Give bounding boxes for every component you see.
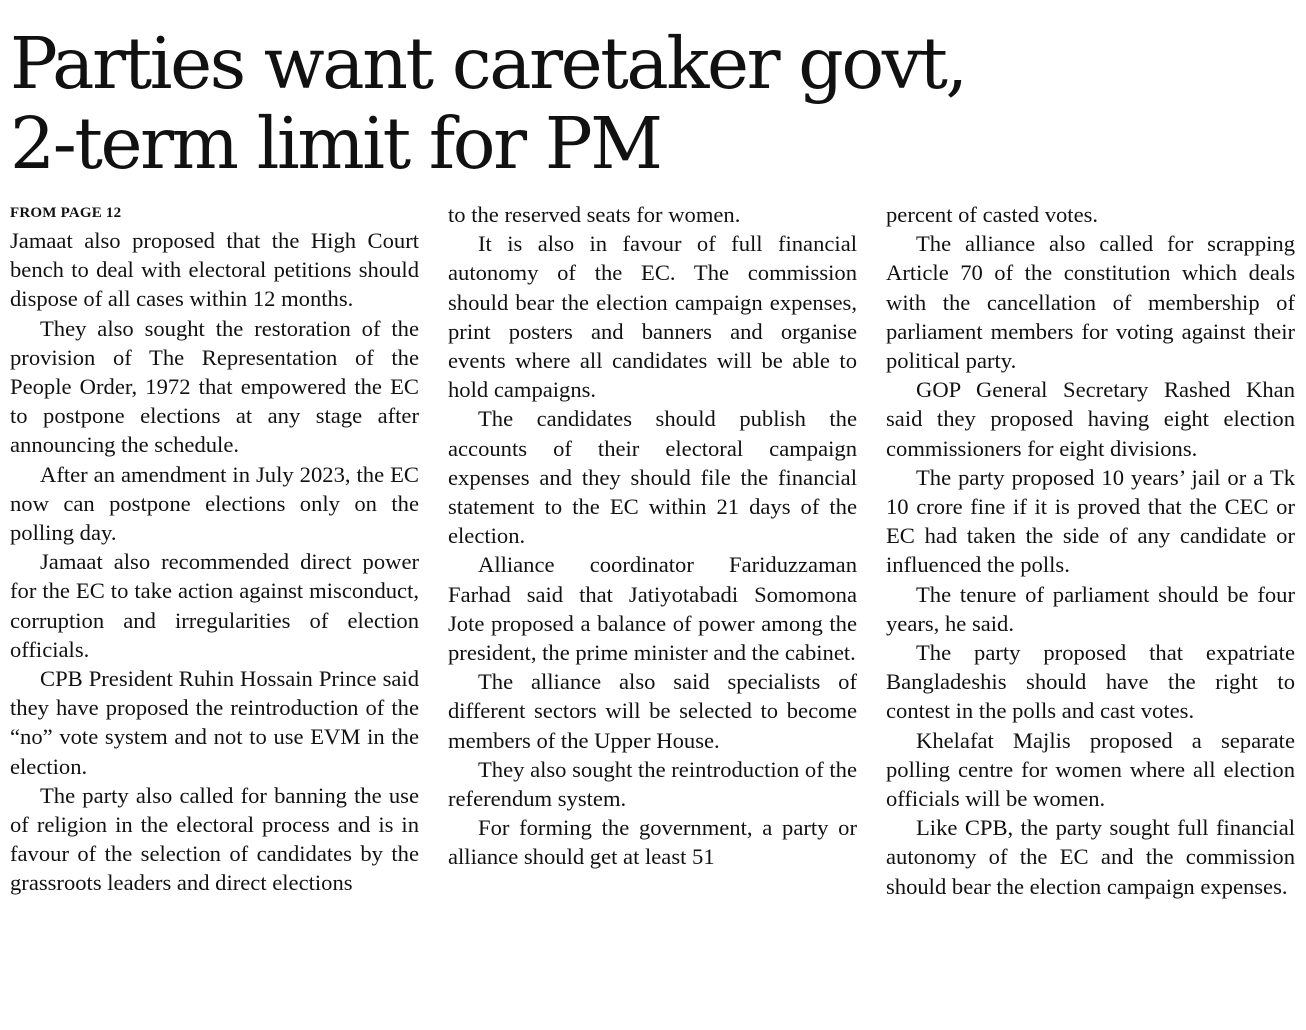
paragraph: After an amendment in July 2023, the EC now can postpone elections only on the polling day. — [10, 461, 419, 546]
paragraph: Alliance coordinator Fariduzzaman Farhad said that Jatiyotabadi Somomona Jote proposed a balance of power among the president, the prime minister and the cabinet. — [448, 552, 857, 666]
paragraph: Jamaat also proposed that the High Court bench to deal with electoral petitions should dispose of all cases within 12 months. — [10, 228, 419, 312]
article-column-2 — [448, 200, 857, 872]
article-column-3 — [886, 200, 1295, 901]
paragraph: The party proposed that expatriate Bangladeshis should have the right to contest in the polls and cast votes. — [886, 640, 1295, 724]
paragraph: Jamaat also recommended direct power for the EC to take action against misconduct, corruption and irregularities of election officials. — [10, 549, 419, 662]
article-column-1 — [10, 200, 419, 898]
paragraph: For forming the government, a party or alliance should get at least 51 — [448, 815, 857, 870]
paragraph: The party proposed 10 years’ jail or a Tk 10 crore fine if it is proved that the CEC or EC had taken the side of any candidate or influenced the polls. — [886, 464, 1295, 578]
paragraph: It is also in favour of full financial autonomy of the EC. The commission should bear the election campaign expenses, print posters and banners and organise events where all candidates will be able to hold campaigns. — [448, 231, 857, 403]
paragraph: The alliance also said specialists of different sectors will be selected to become members of the Upper House. — [448, 669, 857, 753]
paragraph: percent of casted votes. — [886, 202, 1099, 227]
paragraph: CPB President Ruhin Hossain Prince said they have proposed the reintroduction of the “no” vote system and not to use EVM in the election. — [10, 666, 419, 779]
paragraph: to the reserved seats for women. — [448, 202, 741, 227]
headline — [10, 24, 1300, 184]
headline-line-1: Parties want caretaker govt, — [10, 22, 966, 105]
paragraph: The tenure of parliament should be four years, he said. — [886, 581, 1295, 636]
paragraph: Khelafat Majlis proposed a separate polling centre for women where all election officials will be women. — [886, 727, 1295, 812]
paragraph: They also sought the restoration of the provision of The Representation of the People Order, 1972 that empowered the EC to postpone elections at any stage after announcing the schedule. — [10, 315, 419, 458]
paragraph: They also sought the reintroduction of the referendum system. — [448, 756, 857, 812]
paragraph: The candidates should publish the accounts of their electoral campaign expenses and they should file the financial statement to the EC within 21 days of the election. — [448, 406, 857, 549]
jump-line: FROM PAGE 12 — [10, 205, 122, 221]
paragraph: GOP General Secretary Rashed Khan said they proposed having eight election commissioners for eight divisions. — [886, 377, 1295, 461]
paragraph: The party also called for banning the use of religion in the electoral process and is in favour of the selection of candidates by the grassroots leaders and direct elections — [10, 782, 419, 896]
headline-line-2: 2-term limit for PM — [10, 102, 661, 185]
paragraph: The alliance also called for scrapping Article 70 of the constitution which deals with the cancellation of membership of parliament members for voting against their political party. — [886, 231, 1295, 374]
paragraph: Like CPB, the party sought full financial autonomy of the EC and the commission should bear the election campaign expenses. — [886, 815, 1295, 899]
